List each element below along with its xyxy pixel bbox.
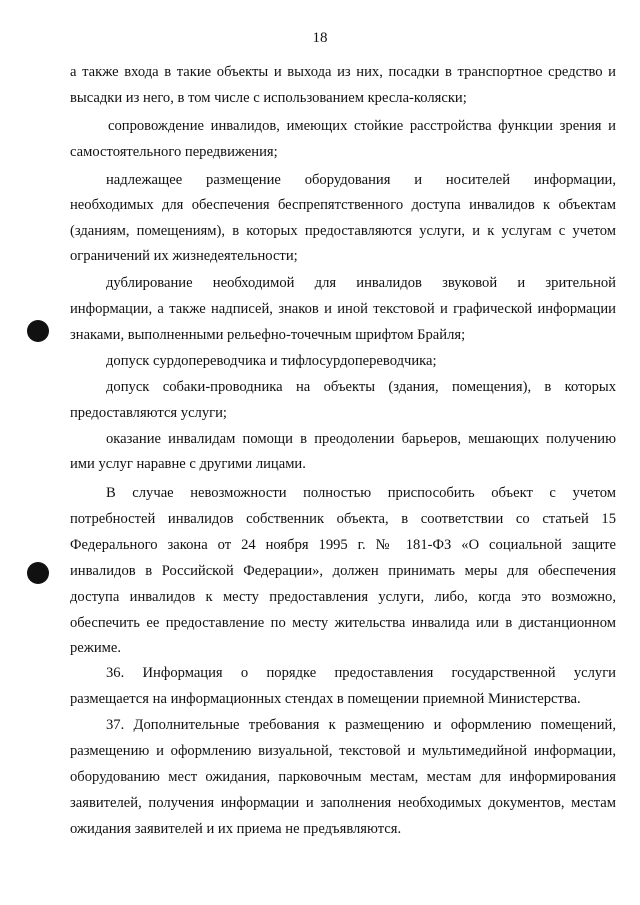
- text-line: инвалидов в Российской Федерации», должен принимать меры для обеспечения: [70, 563, 616, 579]
- punch-hole: [27, 320, 49, 342]
- text-line: надлежащее размещение оборудования и носителей информации,: [106, 172, 616, 188]
- text-line: ими услуг наравне с другими лицами.: [70, 456, 306, 472]
- text-line: 37. Дополнительные требования к размещению и оформлению помещений,: [106, 717, 616, 733]
- text-line: ограничений их жизнедеятельности;: [70, 248, 298, 264]
- text-line: В случае невозможности полностью приспособить объект с учетом: [106, 485, 616, 501]
- text-line: информации, а также надписей, знаков и иной текстовой и графической информации: [70, 301, 616, 317]
- text-line: необходимых для обеспечения беспрепятственного доступа инвалидов к объектам: [70, 197, 616, 213]
- punch-hole: [27, 562, 49, 584]
- text-line: Федерального закона от 24 ноября 1995 г. № 181-ФЗ «О социальной защите: [70, 537, 616, 553]
- text-line: размещению и оформлению визуальной, текстовой и мультимедийной информации,: [70, 743, 616, 759]
- text-line: дублирование необходимой для инвалидов звуковой и зрительной: [106, 275, 616, 291]
- text-line: оказание инвалидам помощи в преодолении барьеров, мешающих получению: [106, 431, 616, 447]
- text-line: а также входа в такие объекты и выхода из них, посадки в транспортное средство и: [70, 64, 616, 80]
- text-line: заявителей, получения информации и заполнения необходимых документов, местам: [70, 795, 616, 811]
- text-line: ожидания заявителей и их приема не предъявляются.: [70, 821, 402, 837]
- text-line: сопровождение инвалидов, имеющих стойкие расстройства функции зрения и: [108, 118, 616, 134]
- text-line: самостоятельного передвижения;: [70, 144, 278, 160]
- page-number: 18: [312, 30, 328, 46]
- text-line: (зданиям, помещениям), в которых предоставляются услуги, и к услугам с учетом: [70, 223, 616, 239]
- text-line: режиме.: [70, 640, 122, 656]
- text-line: допуск сурдопереводчика и тифлосурдопереводчика;: [106, 353, 437, 369]
- text-line: обеспечить ее предоставление по месту жительства инвалида или в дистанционном: [70, 615, 616, 631]
- text-line: 36. Информация о порядке предоставления государственной услуги: [106, 665, 616, 681]
- text-line: потребностей инвалидов собственник объекта, в соответствии со статьей 15: [70, 511, 616, 527]
- text-line: знаками, выполненными рельефно-точечным шрифтом Брайля;: [70, 327, 466, 343]
- text-line: допуск собаки-проводника на объекты (здания, помещения), в которых: [106, 379, 616, 395]
- text-line: доступа инвалидов к месту предоставления услуги, либо, когда это возможно,: [70, 589, 616, 605]
- text-line: оборудованию мест ожидания, парковочным местам, местам для информирования: [70, 769, 616, 785]
- text-line: предоставляются услуги;: [70, 405, 227, 421]
- text-line: размещается на информационных стендах в помещении приемной Министерства.: [70, 691, 581, 707]
- text-line: высадки из него, в том числе с использованием кресла-коляски;: [70, 90, 467, 106]
